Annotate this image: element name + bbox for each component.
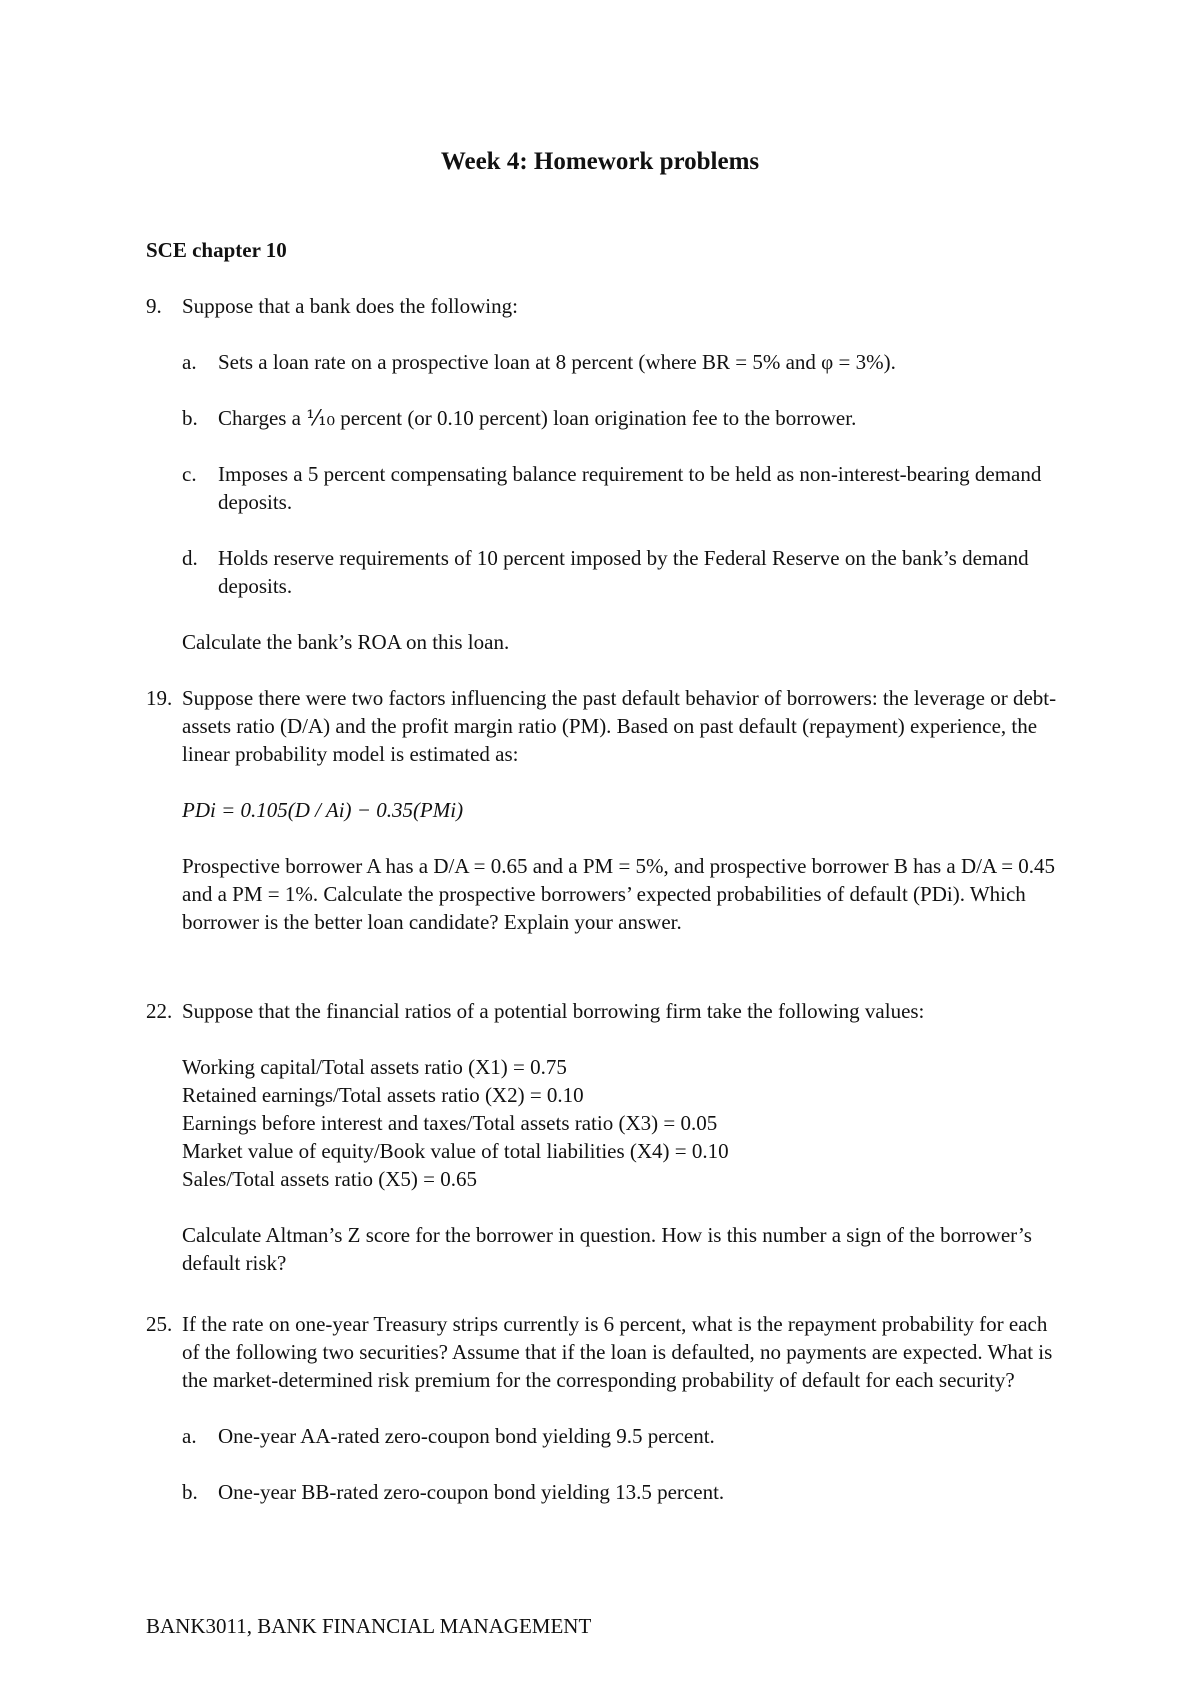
problem-intro: Suppose that a bank does the following: — [182, 294, 518, 318]
problem-question: Calculate the bank’s ROA on this loan. — [182, 630, 510, 654]
problem-number: 25. — [146, 1312, 173, 1336]
item-label: d. — [182, 546, 198, 570]
ratio-list — [182, 1053, 1066, 1193]
ratio-line: Sales/Total assets ratio (X5) = 0.65 — [182, 1167, 477, 1191]
item-label: b. — [182, 406, 198, 430]
ratio-line: Earnings before interest and taxes/Total assets ratio (X3) = 0.05 — [182, 1111, 718, 1135]
item-text: Holds reserve requirements of 10 percent imposed by the Federal Reserve on the bank’s demand deposits. — [218, 546, 1029, 598]
probability-formula: PDi = 0.105(D / Ai) − 0.35(PMi) — [182, 798, 464, 822]
problem-25 — [146, 1310, 1066, 1506]
item-label: a. — [182, 350, 197, 374]
list-item — [182, 404, 1066, 432]
problem-19 — [146, 684, 1066, 936]
ratio-line: Market value of equity/Book value of total liabilities (X4) = 0.10 — [182, 1139, 729, 1163]
problem-number: 9. — [146, 294, 162, 318]
list-item — [182, 1478, 1066, 1506]
list-item — [182, 460, 1066, 516]
item-label: a. — [182, 1424, 197, 1448]
list-item — [182, 1422, 1066, 1450]
problem-number: 19. — [146, 686, 173, 710]
page-title: Week 4: Homework problems — [440, 148, 760, 175]
item-text: One-year AA-rated zero-coupon bond yielding 9.5 percent. — [218, 1424, 715, 1448]
section-heading: SCE chapter 10 — [146, 238, 287, 262]
item-label: c. — [182, 462, 197, 486]
item-text: Sets a loan rate on a prospective loan at 8 percent (where BR = 5% and φ = 3%). — [218, 350, 896, 374]
list-item — [182, 348, 1066, 376]
problem-intro: If the rate on one-year Treasury strips currently is 6 percent, what is the repayment probability for each of the following two securities? Assume that if the loan is defaulted, no payments are expected. What is the market-determined risk premium for the corresponding probability of default for each security? — [182, 1312, 1053, 1392]
problem-22 — [146, 997, 1066, 1277]
item-text: Imposes a 5 percent compensating balance requirement to be held as non-interest-bearing demand deposits. — [218, 462, 1042, 514]
ratio-line: Working capital/Total assets ratio (X1) = 0.75 — [182, 1055, 567, 1079]
problem-body: Prospective borrower A has a D/A = 0.65 and a PM = 5%, and prospective borrower B has a D/A = 0.45 and a PM = 1%. Calculate the prospective borrowers’ expected probabilities of default (PDi). Which borrower is the better loan candidate? Explain your answer. — [182, 854, 1056, 934]
item-label: b. — [182, 1480, 198, 1504]
problem-9 — [146, 292, 1066, 656]
problem-question: Calculate Altman’s Z score for the borrower in question. How is this number a sign of the borrower’s default risk? — [182, 1223, 1032, 1275]
problem-intro: Suppose that the financial ratios of a potential borrowing firm take the following values: — [182, 999, 925, 1023]
problem-number: 22. — [146, 999, 173, 1023]
page-footer: BANK3011, BANK FINANCIAL MANAGEMENT — [146, 1614, 592, 1638]
ratio-line: Retained earnings/Total assets ratio (X2) = 0.10 — [182, 1083, 584, 1107]
item-text: Charges a ⅒ percent (or 0.10 percent) loan origination fee to the borrower. — [218, 406, 857, 430]
problem-intro: Suppose there were two factors influencing the past default behavior of borrowers: the leverage or debt-assets ratio (D/A) and the profit margin ratio (PM). Based on past default (repayment) experience, the linear probability model is estimated as: — [182, 686, 1057, 766]
list-item — [182, 544, 1066, 600]
item-text: One-year BB-rated zero-coupon bond yielding 13.5 percent. — [218, 1480, 725, 1504]
